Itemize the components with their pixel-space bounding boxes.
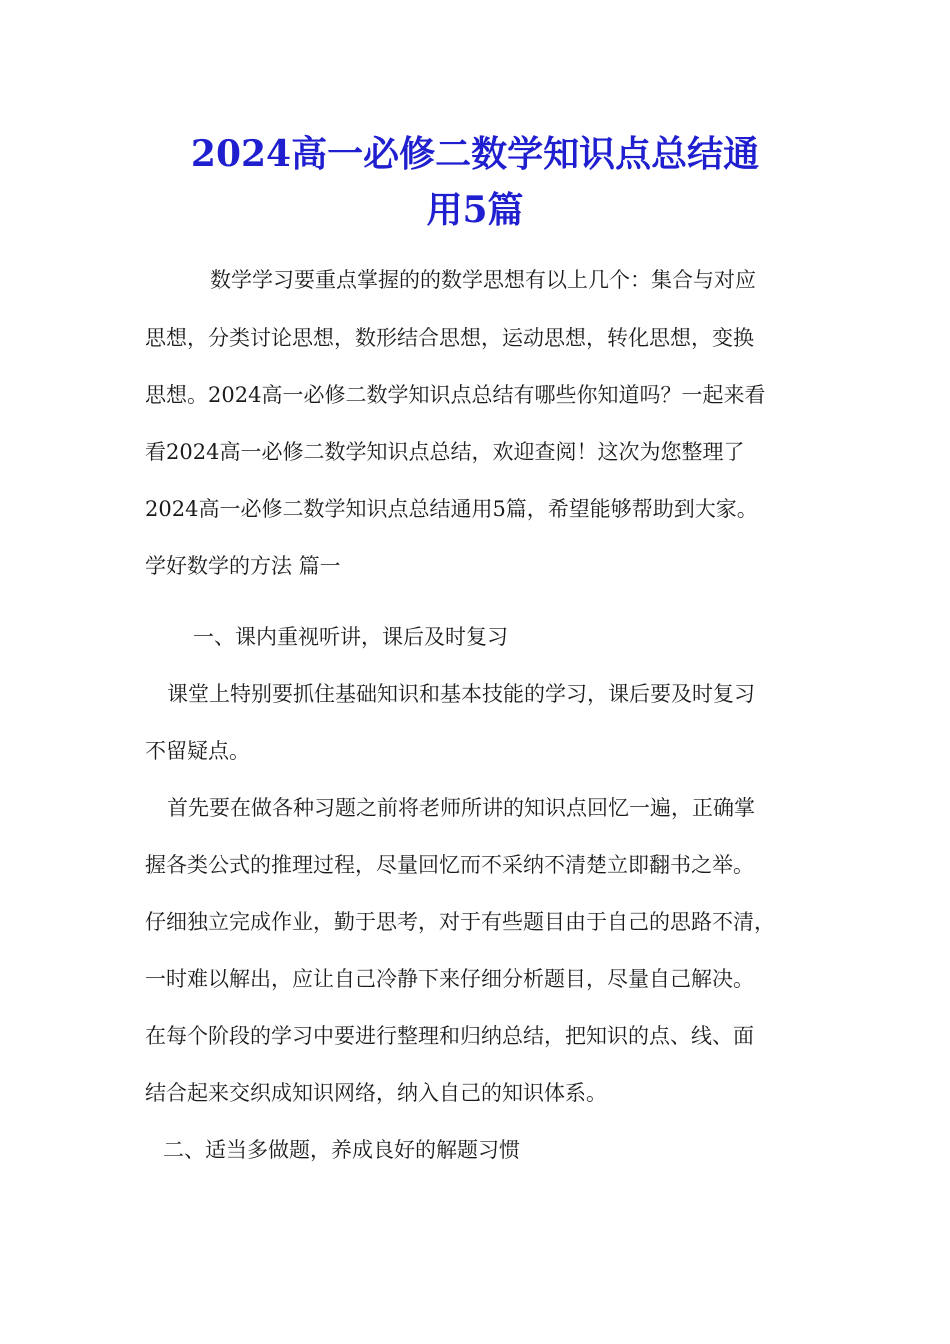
paragraph-2-line-3: 仔细独立完成作业，勤于思考，对于有些题目由于自己的思路不清， xyxy=(145,910,775,934)
paragraph-2-line-6: 结合起来交织成知识网络，纳入自己的知识体系。 xyxy=(145,1081,607,1105)
paragraph-1-line-1: 课堂上特别要抓住基础知识和基本技能的学习，课后要及时复习 xyxy=(167,682,755,706)
paragraph-1-line-2: 不留疑点。 xyxy=(145,739,250,763)
subheading-1: 一、课内重视听讲，课后及时复习 xyxy=(193,625,508,649)
document-title-line-2: 用5篇 xyxy=(426,189,524,231)
paragraph-2-line-4: 一时难以解出，应让自己冷静下来仔细分析题目，尽量自己解决。 xyxy=(145,967,754,991)
intro-line-1: 数学学习要重点掌握的的数学思想有以上几个：集合与对应 xyxy=(210,268,756,292)
intro-line-2: 思想，分类讨论思想，数形结合思想，运动思想，转化思想，变换 xyxy=(145,326,754,350)
intro-line-4: 看2024高一必修二数学知识点总结，欢迎查阅！这次为您整理了 xyxy=(145,440,745,464)
intro-line-5: 2024高一必修二数学知识点总结通用5篇，希望能够帮助到大家。 xyxy=(145,497,758,521)
paragraph-2-line-1: 首先要在做各种习题之前将老师所讲的知识点回忆一遍，正确掌 xyxy=(167,796,755,820)
intro-line-3: 思想。2024高一必修二数学知识点总结有哪些你知道吗？一起来看 xyxy=(145,383,766,407)
document-title-line-1: 2024高一必修二数学知识点总结通 xyxy=(190,133,760,175)
paragraph-2-line-2: 握各类公式的推理过程，尽量回忆而不采纳不清楚立即翻书之举。 xyxy=(145,853,754,877)
section-heading-1: 学好数学的方法 篇一 xyxy=(145,554,341,578)
subheading-2: 二、适当多做题，养成良好的解题习惯 xyxy=(163,1138,520,1162)
paragraph-2-line-5: 在每个阶段的学习中要进行整理和归纳总结，把知识的点、线、面 xyxy=(145,1024,754,1048)
